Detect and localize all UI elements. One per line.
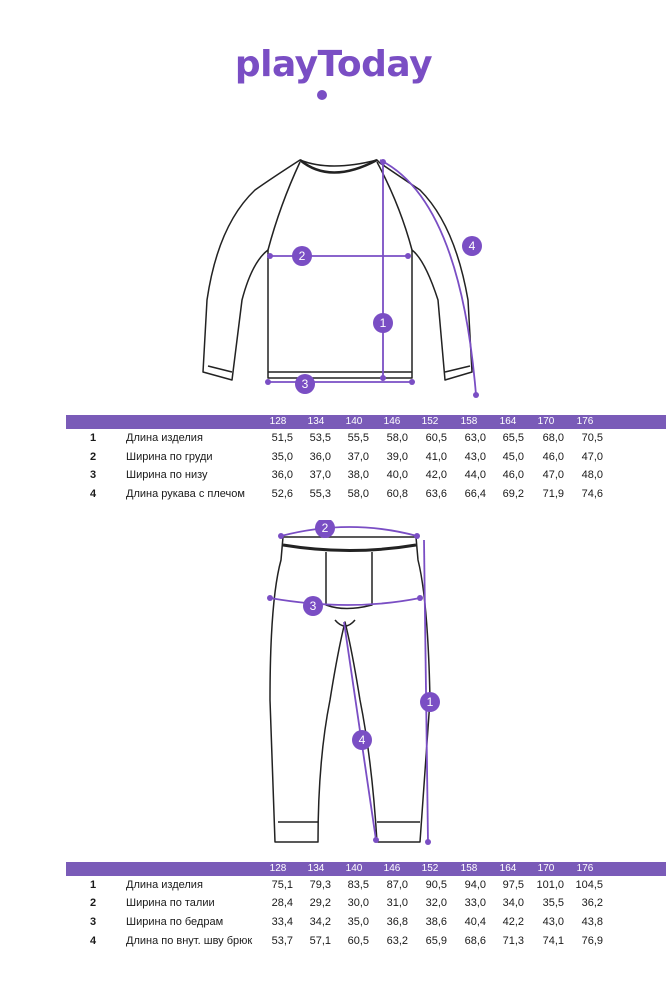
row-number: 2 [90, 451, 97, 463]
table-cell: 58,0 [386, 432, 408, 444]
table-row [66, 466, 666, 485]
table-cell: 43,8 [581, 916, 603, 928]
top-size-table [66, 415, 666, 511]
table-cell: 47,0 [542, 469, 564, 481]
size-header-cell: 140 [345, 863, 363, 874]
table-cell: 35,0 [271, 451, 293, 463]
row-number: 2 [90, 897, 97, 909]
table-row [66, 448, 666, 466]
pants-drawing [0, 520, 667, 850]
table-cell: 32,0 [425, 897, 447, 909]
table-cell: 66,4 [464, 488, 486, 500]
size-header-cell: 170 [537, 416, 555, 427]
table-cell: 83,5 [347, 879, 369, 891]
table-cell: 33,4 [271, 916, 293, 928]
row-label: Длина рукава с плечом [126, 488, 245, 500]
table-row [66, 913, 666, 932]
table-cell: 46,0 [542, 451, 564, 463]
table-cell: 70,5 [581, 432, 603, 444]
table-cell: 34,0 [502, 897, 524, 909]
table-cell: 38,0 [347, 469, 369, 481]
row-label: Длина изделия [126, 879, 203, 891]
marker-label-3: 3 [301, 377, 309, 391]
table-cell: 68,0 [542, 432, 564, 444]
table-cell: 63,2 [386, 935, 408, 947]
table-cell: 42,2 [502, 916, 524, 928]
size-header-cell: 146 [383, 416, 401, 427]
table-cell: 40,0 [386, 469, 408, 481]
table-row [66, 876, 666, 894]
row-label: Ширина по талии [126, 897, 215, 909]
size-header-cell: 158 [460, 863, 478, 874]
table-cell: 38,6 [425, 916, 447, 928]
size-header-cell: 140 [345, 416, 363, 427]
table-cell: 37,0 [309, 469, 331, 481]
table-cell: 76,9 [581, 935, 603, 947]
size-header-cell: 164 [499, 416, 517, 427]
table-cell: 94,0 [464, 879, 486, 891]
table-cell: 36,2 [581, 897, 603, 909]
row-number: 4 [90, 488, 97, 500]
size-header-cell: 134 [307, 863, 325, 874]
table-cell: 37,0 [347, 451, 369, 463]
table-cell: 34,2 [309, 916, 331, 928]
table-cell: 33,0 [464, 897, 486, 909]
marker-label-1: 1 [426, 695, 434, 709]
table-cell: 43,0 [464, 451, 486, 463]
size-header-cell: 152 [421, 863, 439, 874]
table-cell: 58,0 [347, 488, 369, 500]
table-cell: 44,0 [464, 469, 486, 481]
table-cell: 97,5 [502, 879, 524, 891]
row-label: Ширина по бедрам [126, 916, 224, 928]
row-number: 1 [90, 432, 97, 444]
brand-logo: playToday [234, 44, 433, 85]
row-label: Ширина по груди [126, 451, 213, 463]
table-cell: 40,4 [464, 916, 486, 928]
size-header-cell: 170 [537, 863, 555, 874]
table-row [66, 485, 666, 511]
table-cell: 55,3 [309, 488, 331, 500]
row-label: Длина по внут. шву брюк [126, 935, 253, 947]
table-cell: 53,7 [271, 935, 293, 947]
table-cell: 87,0 [386, 879, 408, 891]
row-number: 3 [90, 469, 97, 481]
table-cell: 35,5 [542, 897, 564, 909]
table-row [66, 894, 666, 913]
table-cell: 63,0 [464, 432, 486, 444]
size-header-cell: 164 [499, 863, 517, 874]
table-cell: 71,9 [542, 488, 564, 500]
table-cell: 52,6 [271, 488, 293, 500]
table-cell: 36,8 [386, 916, 408, 928]
table-cell: 60,5 [347, 935, 369, 947]
table-cell: 53,5 [309, 432, 331, 444]
table-cell: 39,0 [386, 451, 408, 463]
table-cell: 30,0 [347, 897, 369, 909]
table-cell: 41,0 [425, 451, 447, 463]
size-header-row [66, 415, 666, 429]
table-cell: 46,0 [502, 469, 524, 481]
table-cell: 28,4 [271, 897, 293, 909]
table-cell: 69,2 [502, 488, 524, 500]
table-cell: 47,0 [581, 451, 603, 463]
row-label: Ширина по низу [126, 469, 208, 481]
table-cell: 31,0 [386, 897, 408, 909]
table-cell: 68,6 [464, 935, 486, 947]
table-cell: 90,5 [425, 879, 447, 891]
table-cell: 71,3 [502, 935, 524, 947]
size-header-cell: 158 [460, 416, 478, 427]
table-cell: 79,3 [309, 879, 331, 891]
row-number: 1 [90, 879, 97, 891]
sweatshirt-drawing [0, 150, 667, 400]
table-cell: 74,6 [581, 488, 603, 500]
size-header-cell: 128 [269, 863, 287, 874]
table-cell: 75,1 [271, 879, 293, 891]
size-header-row [66, 862, 666, 876]
table-cell: 35,0 [347, 916, 369, 928]
marker-label-2: 2 [298, 249, 306, 263]
table-cell: 42,0 [425, 469, 447, 481]
table-cell: 36,0 [271, 469, 293, 481]
table-cell: 48,0 [581, 469, 603, 481]
row-number: 3 [90, 916, 97, 928]
table-cell: 55,5 [347, 432, 369, 444]
logo-dot [317, 90, 327, 100]
marker-label-3: 3 [309, 599, 317, 613]
table-cell: 74,1 [542, 935, 564, 947]
table-row [66, 932, 666, 962]
table-row [66, 429, 666, 448]
table-cell: 36,0 [309, 451, 331, 463]
table-cell: 65,9 [425, 935, 447, 947]
table-cell: 101,0 [536, 879, 564, 891]
marker-label-1: 1 [379, 316, 387, 330]
size-header-cell: 176 [576, 863, 594, 874]
size-header-cell: 146 [383, 863, 401, 874]
table-cell: 29,2 [309, 897, 331, 909]
row-number: 4 [90, 935, 97, 947]
table-cell: 45,0 [502, 451, 524, 463]
table-cell: 104,5 [575, 879, 603, 891]
size-header-cell: 128 [269, 416, 287, 427]
bottom-size-table [66, 862, 666, 962]
marker-label-4: 4 [358, 733, 366, 747]
table-cell: 65,5 [502, 432, 524, 444]
size-header-cell: 134 [307, 416, 325, 427]
marker-label-2: 2 [321, 521, 329, 535]
table-cell: 60,5 [425, 432, 447, 444]
size-header-cell: 176 [576, 416, 594, 427]
marker-label-4: 4 [468, 239, 476, 253]
table-cell: 51,5 [271, 432, 293, 444]
size-header-cell: 152 [421, 416, 439, 427]
table-cell: 63,6 [425, 488, 447, 500]
table-cell: 57,1 [309, 935, 331, 947]
row-label: Длина изделия [126, 432, 203, 444]
table-cell: 43,0 [542, 916, 564, 928]
table-cell: 60,8 [386, 488, 408, 500]
